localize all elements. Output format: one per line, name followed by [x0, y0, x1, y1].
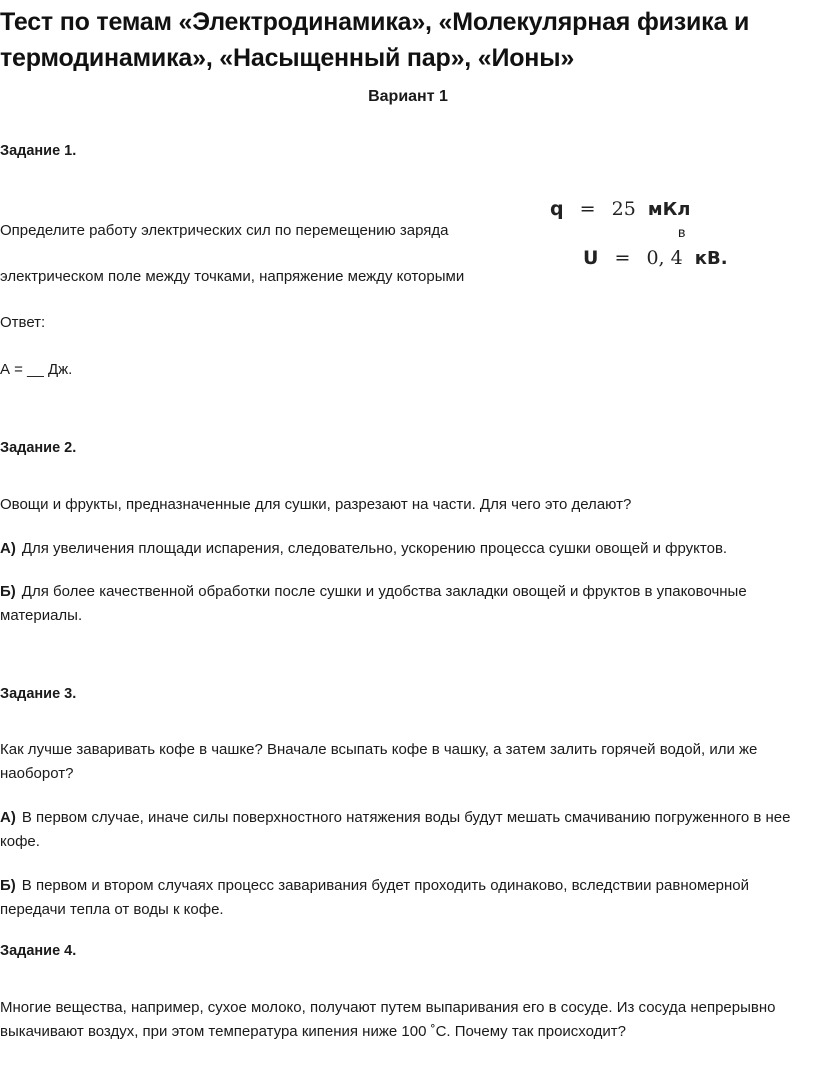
- task-1-in-word: в: [678, 224, 686, 240]
- task-1-answer-label: Ответ:: [0, 314, 46, 331]
- formula-charge-var: q: [550, 198, 564, 220]
- formula-voltage-value: 0, 4: [646, 247, 683, 269]
- task-1-answer-line: А = __ Дж.: [0, 361, 73, 378]
- task-4-heading: Задание 4.: [0, 943, 77, 959]
- task-3-option-b-label: Б): [0, 877, 16, 894]
- task-2-option-b-label: Б): [0, 583, 16, 600]
- task-2-option-b: [0, 580, 814, 628]
- task-3-option-b-text: В первом и втором случаях процесс заваривания будет проходить одинаково, вследствии равномерной передачи тепла от воды к кофе.: [0, 877, 749, 918]
- task-3-option-b: [0, 874, 814, 922]
- task-1-line-1: Определите работу электрических сил по перемещению заряда: [0, 222, 449, 239]
- task-3-option-a: [0, 806, 814, 854]
- document-title-line-1: Тест по темам «Электродинамика», «Молекулярная физика и: [0, 8, 750, 36]
- task-3-heading: Задание 3.: [0, 686, 77, 702]
- task-2-option-a-label: А): [0, 540, 16, 557]
- formula-charge-value: 25: [611, 198, 636, 220]
- task-1-line-2: электрическом поле между точками, напряжение между которыми: [0, 268, 465, 285]
- task-2-heading: Задание 2.: [0, 440, 77, 456]
- task-3-question: Как лучше заваривать кофе в чашке? Вначале всыпать кофе в чашку, а затем залить горячей водой, или же наоборот?: [0, 741, 758, 782]
- formula-voltage-unit: кВ.: [694, 248, 728, 269]
- task-2-option-a: [0, 537, 814, 561]
- formula-charge-eq: =: [579, 198, 596, 220]
- task-4-question: Многие вещества, например, сухое молоко, получают путем выпаривания его в сосуде. Из сосуда непрерывно выкачивают воздух, при этом температура кипения ниже 100 ˚С. Почему так происходит?: [0, 999, 776, 1040]
- task-2-option-a-text: Для увеличения площади испарения, следовательно, ускорению процесса сушки овощей и фруктов.: [21, 540, 728, 557]
- formula-voltage-var: U: [583, 247, 599, 269]
- variant-heading: Вариант 1: [368, 88, 448, 105]
- task-1-heading: Задание 1.: [0, 143, 77, 159]
- formula-voltage-eq: =: [614, 247, 631, 269]
- document-title-line-2: термодинамика», «Насыщенный пар», «Ионы»: [0, 44, 575, 72]
- formula-voltage: [583, 247, 728, 269]
- task-3-option-a-text: В первом случае, иначе силы поверхностного натяжения воды будут мешать смачиванию погруженного в нее кофе.: [0, 809, 791, 850]
- task-2-option-b-text: Для более качественной обработки после сушки и удобства закладки овощей и фруктов в упаковочные материалы.: [0, 583, 747, 624]
- task-3-option-a-label: А): [0, 809, 16, 826]
- formula-charge: [550, 198, 690, 220]
- formula-charge-unit: мКл: [647, 199, 691, 220]
- task-2-question: Овощи и фрукты, предназначенные для сушки, разрезают на части. Для чего это делают?: [0, 496, 632, 513]
